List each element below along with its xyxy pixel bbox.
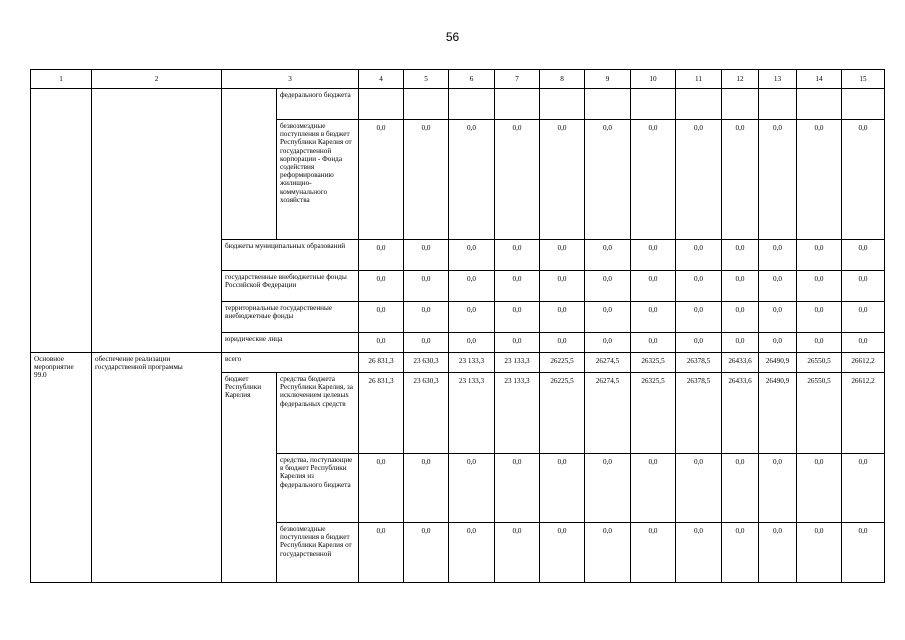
value-cell: 0,0 (404, 523, 449, 583)
value-cell: 0,0 (722, 120, 759, 240)
value-cell: 0,0 (797, 523, 842, 583)
value-cell: 26325,5 (631, 353, 676, 373)
value-cell: 0,0 (495, 333, 540, 353)
value-cell: 0,0 (676, 120, 722, 240)
value-cell: 0,0 (759, 523, 797, 583)
value-cell: 0,0 (540, 271, 585, 302)
header-cell: 5 (404, 70, 449, 89)
value-cell: 0,0 (842, 333, 885, 353)
value-cell: 0,0 (585, 120, 631, 240)
value-cell: 26 831,3 (359, 373, 404, 454)
value-cell: 0,0 (540, 240, 585, 271)
row-label: юридические лица (222, 333, 359, 353)
value-cell: 26612,2 (842, 373, 885, 454)
value-cell: 0,0 (585, 271, 631, 302)
header-cell: 7 (495, 70, 540, 89)
value-cell: 0,0 (797, 333, 842, 353)
value-cell (495, 89, 540, 120)
value-cell: 0,0 (722, 271, 759, 302)
value-cell: 26225,5 (540, 373, 585, 454)
header-cell: 11 (676, 70, 722, 89)
header-cell: 12 (722, 70, 759, 89)
value-cell: 0,0 (540, 120, 585, 240)
value-cell: 0,0 (759, 240, 797, 271)
value-cell: 0,0 (359, 120, 404, 240)
value-cell: 0,0 (585, 333, 631, 353)
value-cell: 0,0 (631, 240, 676, 271)
value-cell: 0,0 (797, 271, 842, 302)
value-cell: 26612,2 (842, 353, 885, 373)
value-cell: 0,0 (722, 333, 759, 353)
value-cell: 0,0 (842, 271, 885, 302)
value-cell: 0,0 (585, 454, 631, 523)
value-cell: 26433,6 (722, 353, 759, 373)
row-label: территориальные государственные внебюджетные фонды (222, 302, 359, 333)
value-cell: 0,0 (722, 523, 759, 583)
value-cell: 0,0 (449, 271, 495, 302)
value-cell (797, 89, 842, 120)
empty-cell (222, 89, 277, 240)
value-cell: 0,0 (797, 120, 842, 240)
value-cell: 0,0 (676, 302, 722, 333)
value-cell: 0,0 (585, 302, 631, 333)
table-row (31, 353, 885, 373)
value-cell: 0,0 (540, 302, 585, 333)
value-cell: 0,0 (359, 302, 404, 333)
value-cell: 0,0 (449, 454, 495, 523)
header-cell: 15 (842, 70, 885, 89)
value-cell: 23 133,3 (449, 353, 495, 373)
header-cell: 1 (31, 70, 92, 89)
header-row (31, 70, 885, 89)
value-cell: 0,0 (585, 523, 631, 583)
value-cell: 0,0 (404, 302, 449, 333)
value-cell: 0,0 (631, 333, 676, 353)
value-cell: 0,0 (359, 333, 404, 353)
value-cell: 0,0 (842, 240, 885, 271)
value-cell: 26433,6 (722, 373, 759, 454)
row-label: государственные внебюджетные фонды Российской Федерации (222, 271, 359, 302)
header-cell: 6 (449, 70, 495, 89)
value-cell: 0,0 (676, 454, 722, 523)
header-cell: 9 (585, 70, 631, 89)
value-cell: 0,0 (797, 240, 842, 271)
value-cell: 0,0 (722, 302, 759, 333)
value-cell: 0,0 (449, 302, 495, 333)
value-cell (722, 89, 759, 120)
activity-code: Основное мероприятие 99.0 (31, 353, 92, 583)
header-cell: 4 (359, 70, 404, 89)
value-cell (842, 89, 885, 120)
value-cell: 0,0 (404, 454, 449, 523)
value-cell: 0,0 (676, 271, 722, 302)
value-cell (449, 89, 495, 120)
value-cell: 0,0 (631, 302, 676, 333)
value-cell: 0,0 (759, 454, 797, 523)
activity-name: обеспечение реализации государственной программы (92, 353, 222, 583)
header-cell: 2 (92, 70, 222, 89)
value-cell: 26325,5 (631, 373, 676, 454)
value-cell: 0,0 (540, 523, 585, 583)
value-cell: 23 630,3 (404, 353, 449, 373)
value-cell: 0,0 (540, 333, 585, 353)
value-cell: 0,0 (759, 302, 797, 333)
value-cell: 26225,5 (540, 353, 585, 373)
value-cell: 0,0 (449, 240, 495, 271)
value-cell: 26 831,3 (359, 353, 404, 373)
value-cell: 23 133,3 (495, 373, 540, 454)
value-cell (404, 89, 449, 120)
value-cell: 0,0 (495, 240, 540, 271)
value-cell: 0,0 (495, 523, 540, 583)
value-cell: 26274,5 (585, 353, 631, 373)
value-cell (359, 89, 404, 120)
row-label: безвозмездные поступления в бюджет Республики Карелия от государственной корпорации - Фонда содействия реформированию жилищно-коммунального хозяйства (277, 120, 359, 240)
header-cell: 3 (222, 70, 359, 89)
value-cell: 0,0 (404, 240, 449, 271)
value-cell: 0,0 (676, 523, 722, 583)
value-cell: 26274,5 (585, 373, 631, 454)
empty-cell (92, 89, 222, 353)
value-cell (585, 89, 631, 120)
value-cell: 0,0 (842, 120, 885, 240)
value-cell: 0,0 (359, 523, 404, 583)
page-number: 56 (445, 30, 460, 44)
value-cell (631, 89, 676, 120)
value-cell: 0,0 (449, 523, 495, 583)
empty-cell (31, 89, 92, 353)
value-cell: 0,0 (722, 454, 759, 523)
value-cell: 0,0 (842, 302, 885, 333)
header-cell: 10 (631, 70, 676, 89)
value-cell: 0,0 (722, 240, 759, 271)
value-cell: 0,0 (842, 523, 885, 583)
row-label: средства, поступающие в бюджет Республики Карелия из федерального бюджета (277, 454, 359, 523)
header-cell: 14 (797, 70, 842, 89)
table-row (31, 89, 885, 120)
row-label: средства бюджета Республики Карелия, за исключением целевых федеральных средств (277, 373, 359, 454)
value-cell: 0,0 (495, 302, 540, 333)
value-cell: 23 133,3 (449, 373, 495, 454)
value-cell: 0,0 (495, 120, 540, 240)
row-label: бюджеты муниципальных образований (222, 240, 359, 271)
value-cell: 0,0 (676, 333, 722, 353)
value-cell: 0,0 (842, 454, 885, 523)
value-cell: 0,0 (585, 240, 631, 271)
value-cell: 26550,5 (797, 353, 842, 373)
row-label: федерального бюджета (277, 89, 359, 120)
value-cell: 26378,5 (676, 353, 722, 373)
value-cell: 0,0 (540, 454, 585, 523)
value-cell: 0,0 (631, 120, 676, 240)
value-cell: 0,0 (759, 333, 797, 353)
budget-table (30, 69, 885, 583)
value-cell (540, 89, 585, 120)
value-cell: 0,0 (676, 240, 722, 271)
value-cell: 0,0 (359, 240, 404, 271)
value-cell: 0,0 (404, 271, 449, 302)
value-cell: 0,0 (759, 120, 797, 240)
value-cell: 0,0 (449, 120, 495, 240)
value-cell: 26490,9 (759, 373, 797, 454)
value-cell: 0,0 (631, 523, 676, 583)
value-cell: 0,0 (631, 454, 676, 523)
value-cell: 26490,9 (759, 353, 797, 373)
header-cell: 8 (540, 70, 585, 89)
value-cell: 0,0 (797, 454, 842, 523)
header-cell: 13 (759, 70, 797, 89)
value-cell: 0,0 (495, 454, 540, 523)
value-cell: 26378,5 (676, 373, 722, 454)
row-label: безвозмездные поступления в бюджет Республики Карелия от государственной (277, 523, 359, 583)
value-cell: 0,0 (797, 302, 842, 333)
value-cell: 0,0 (359, 454, 404, 523)
group-label: бюджет Республики Карелия (222, 373, 277, 583)
value-cell (676, 89, 722, 120)
value-cell: 0,0 (359, 271, 404, 302)
value-cell: 26550,5 (797, 373, 842, 454)
row-label: всего (222, 353, 359, 373)
value-cell (759, 89, 797, 120)
value-cell: 0,0 (759, 271, 797, 302)
value-cell: 0,0 (404, 333, 449, 353)
value-cell: 0,0 (495, 271, 540, 302)
value-cell: 0,0 (631, 271, 676, 302)
value-cell: 0,0 (404, 120, 449, 240)
value-cell: 0,0 (449, 333, 495, 353)
value-cell: 23 133,3 (495, 353, 540, 373)
value-cell: 23 630,3 (404, 373, 449, 454)
